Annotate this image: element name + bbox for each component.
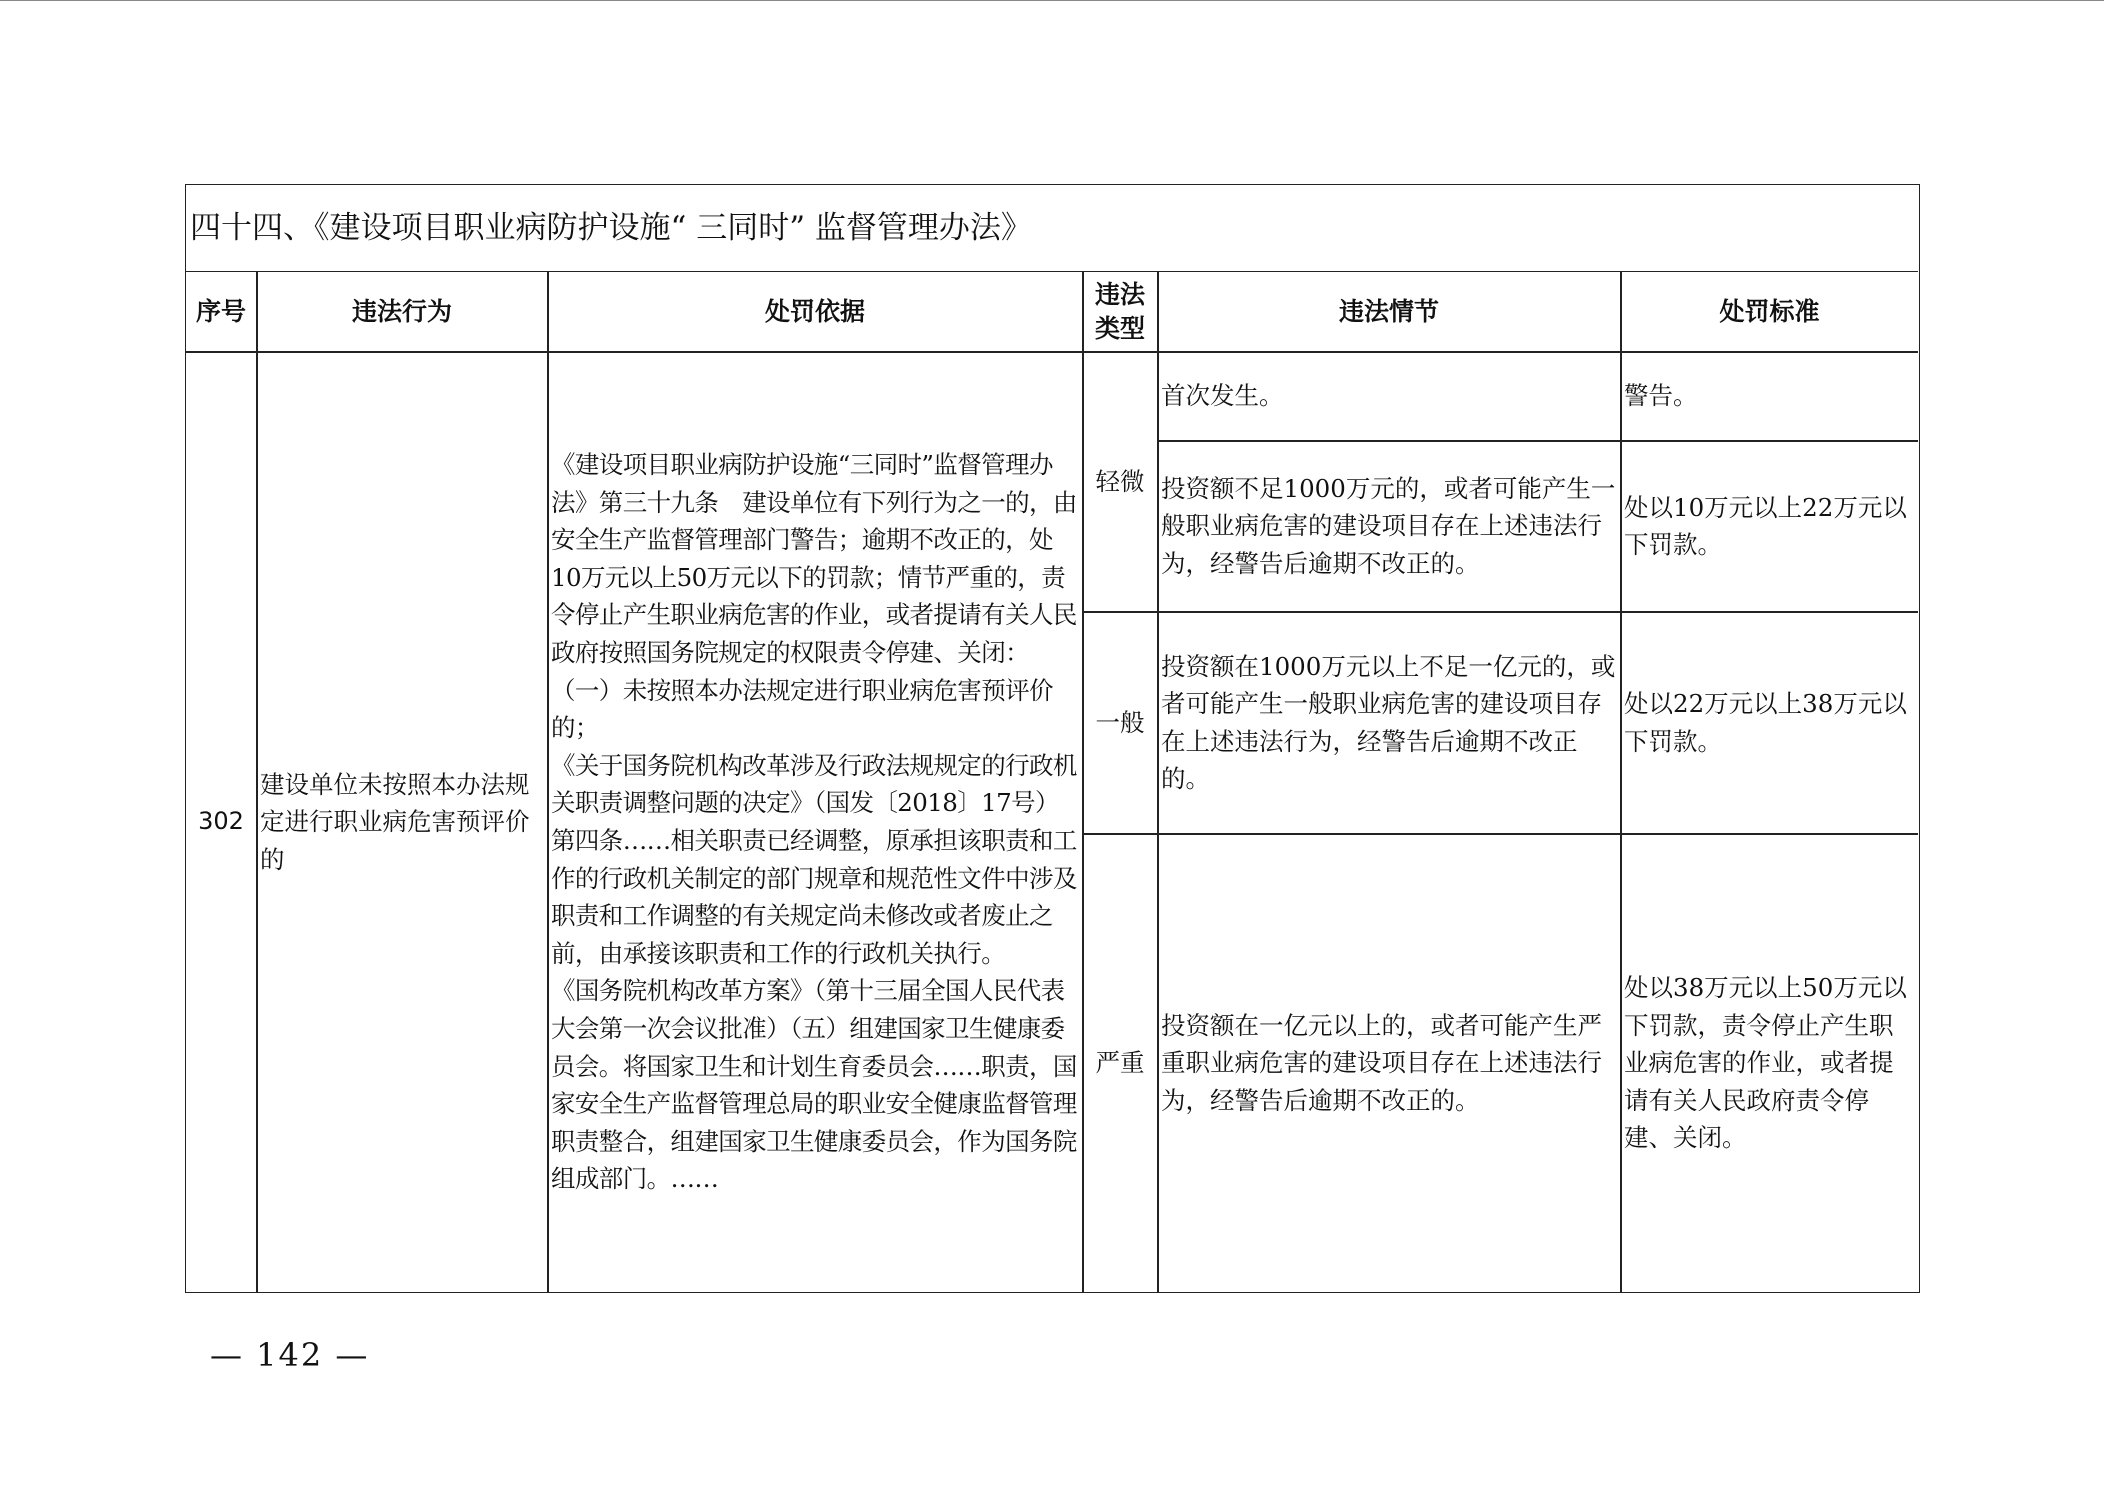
section-title: 四十四、《建设项目职业病防护设施“ 三同时” 监督管理办法》 [186, 185, 1918, 272]
header-basis: 处罚依据 [764, 296, 865, 326]
standard-minor-2: 处以10万元以上22万元以下罚款。 [1624, 492, 1907, 559]
type-minor: 轻微 [1095, 466, 1145, 496]
header-type-line1: 违法 [1094, 279, 1145, 309]
col-rule-1 [256, 272, 258, 1292]
row-basis: 《建设项目职业病防护设施“三同时”监督管理办法》第三十九条 建设单位有下列行为之一的，由安全生产监督管理部门警告；逾期不改正的，处10万元以上50万元以下的罚款；情节严重的，责令停止产生职业病危害的作业，或者提请有关人民政府按照国务院规定的权限责令停建、关闭： （一）未按照本办法规定进行职业病危害预评价的； 《关于国务院机构改革涉及行政法规规定的行政机关职责调整问题的决定》（国发〔2018〕17号）第四条……相关职责已经调整，原承担该职责和工作的行政机关制定的部门规章和规范性文件中涉及职责和工作调整的有关规定尚未修改或者废止之前，由承接该职责和工作的行政机关执行。 《国务院机构改革方案》（第十三届全国人民代表大会第一次会议批准）（五）组建国家卫生健康委员会。将国家卫生和计划生育委员会……职责，国家安全生产监督管理总局的职业安全健康监督管理职责整合，组建国家卫生健康委员会，作为国务院组成部门。…… [551, 450, 1077, 1194]
standard-serious: 处以38万元以上50万元以下罚款，责令停止产生职业病危害的作业，或者提请有关人民政府责令停建、关闭。 [1624, 973, 1907, 1153]
standard-general: 处以22万元以上38万元以下罚款。 [1624, 689, 1907, 756]
circumstance-serious: 投资额在一亿元以上的，或者可能产生严重职业病危害的建设项目存在上述违法行为，经警告后逾期不改正的。 [1161, 1010, 1602, 1115]
header-type-line2: 类型 [1094, 313, 1145, 343]
header-type [1083, 272, 1157, 351]
col-rule-5 [1620, 272, 1622, 1292]
type-serious: 严重 [1095, 1048, 1145, 1078]
penalty-table [185, 184, 1920, 1293]
page-top-rule [0, 0, 2104, 1]
header-no: 序号 [195, 296, 246, 326]
col-rule-2 [547, 272, 549, 1292]
header-standard: 处罚标准 [1719, 296, 1820, 326]
page-number: — 142 — [210, 1336, 370, 1374]
standard-minor-1: 警告。 [1624, 381, 1698, 411]
col-rule-4 [1157, 272, 1159, 1292]
row-no: 302 [198, 807, 244, 836]
type-general: 一般 [1095, 707, 1145, 737]
circumstance-general: 投资额在1000万元以上不足一亿元的，或者可能产生一般职业病危害的建设项目存在上述违法行为，经警告后逾期不改正的。 [1161, 651, 1616, 793]
row-violation: 建设单位未按照本办法规定进行职业病危害预评价的 [260, 769, 530, 874]
circumstance-minor-2: 投资额不足1000万元的，或者可能产生一般职业病危害的建设项目存在上述违法行为，经警告后逾期不改正的。 [1161, 473, 1616, 578]
circumstance-minor-1: 首次发生。 [1161, 381, 1284, 411]
header-circumstance: 违法情节 [1338, 296, 1439, 326]
header-violation: 违法行为 [351, 296, 452, 326]
